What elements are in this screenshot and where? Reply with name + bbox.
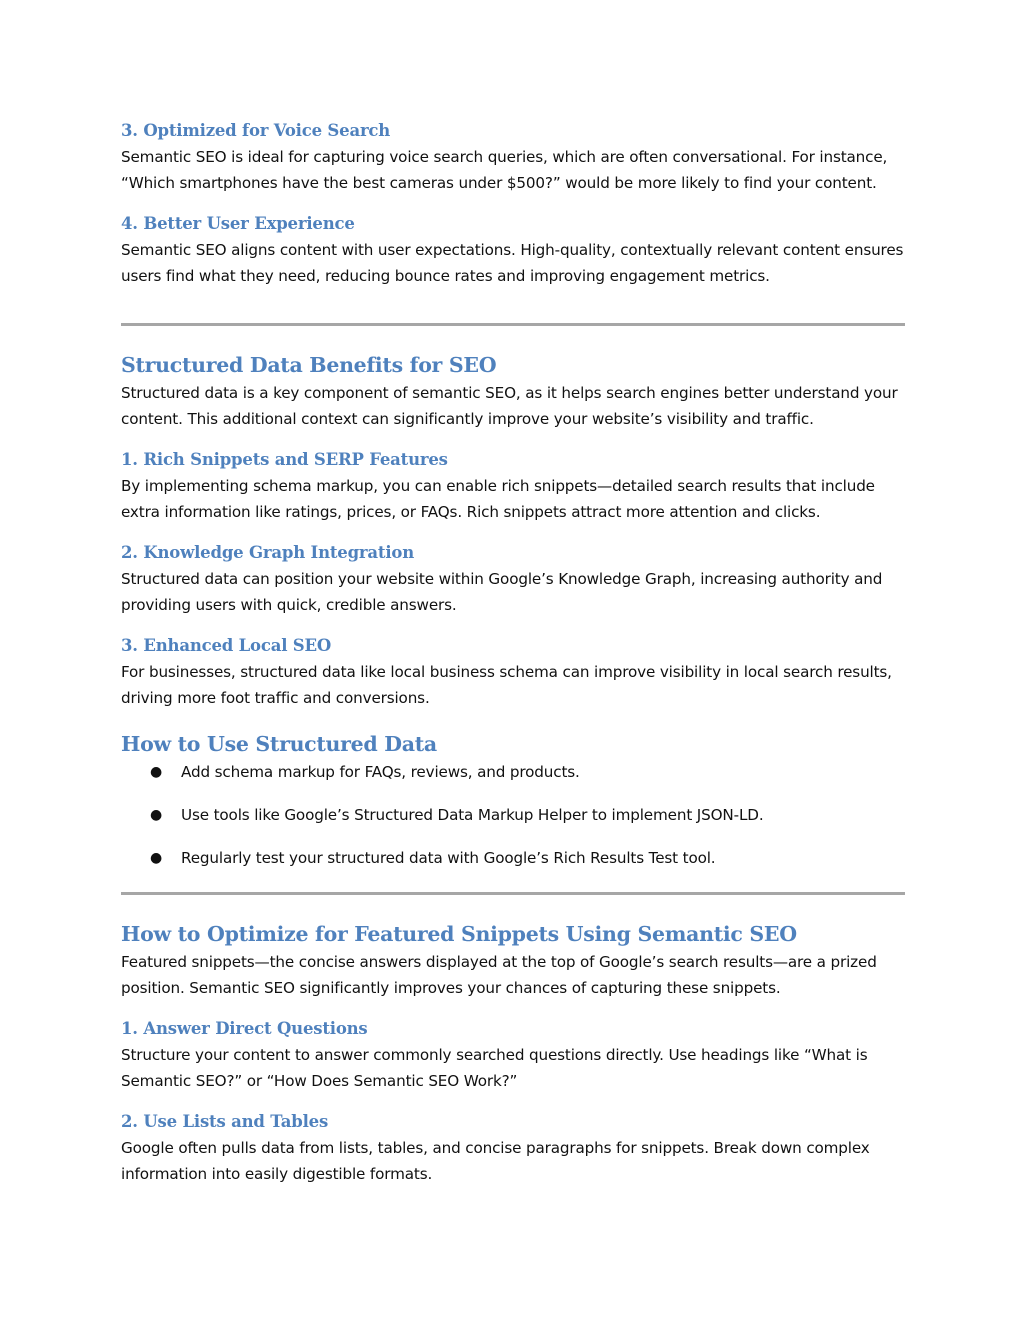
bullet-list bbox=[121, 759, 905, 871]
subsection-heading: 3. Enhanced Local SEO bbox=[121, 636, 332, 655]
horizontal-divider bbox=[121, 892, 905, 895]
list-item bbox=[121, 845, 905, 871]
subsection-heading: 4. Better User Experience bbox=[121, 214, 355, 233]
subsection-voice-search bbox=[121, 118, 905, 196]
horizontal-divider bbox=[121, 323, 905, 326]
subsection-rich-snippets bbox=[121, 447, 905, 525]
section-intro: Structured data is a key component of semantic SEO, as it helps search engines better understand your content. This additional context can significantly improve your website’s visibility and traffic. bbox=[121, 384, 898, 428]
subsection-lists-tables bbox=[121, 1109, 905, 1187]
subsection-text: Structure your content to answer commonly searched questions directly. Use headings like “What is Semantic SEO?” or “How Does Semantic SEO Work?” bbox=[121, 1046, 868, 1090]
list-item bbox=[121, 802, 905, 828]
section-intro: Featured snippets—the concise answers displayed at the top of Google’s search results—are a prized position. Semantic SEO significantly improves your chances of capturing these snippets. bbox=[121, 953, 877, 997]
subsection-heading: 1. Rich Snippets and SERP Features bbox=[121, 450, 448, 469]
list-item-text: Use tools like Google’s Structured Data Markup Helper to implement JSON-LD. bbox=[181, 806, 764, 824]
subsection-user-experience bbox=[121, 211, 905, 289]
section-title-featured-snippets: How to Optimize for Featured Snippets Using Semantic SEO bbox=[121, 922, 797, 946]
bullet-icon: ● bbox=[150, 807, 163, 823]
subsection-text: Google often pulls data from lists, tables, and concise paragraphs for snippets. Break down complex information into easily digestible formats. bbox=[121, 1139, 870, 1183]
subsection-text: By implementing schema markup, you can enable rich snippets—detailed search results that include extra information like ratings, prices, or FAQs. Rich snippets attract more attention and clicks. bbox=[121, 477, 875, 521]
subsection-text: For businesses, structured data like local business schema can improve visibility in local search results, driving more foot traffic and conversions. bbox=[121, 663, 892, 707]
subsection-knowledge-graph bbox=[121, 540, 905, 618]
section-title-structured-data-benefits: Structured Data Benefits for SEO bbox=[121, 353, 497, 377]
subsection-heading: 3. Optimized for Voice Search bbox=[121, 121, 391, 140]
subsection-text: Semantic SEO aligns content with user expectations. High-quality, contextually relevant content ensures users find what they need, reducing bounce rates and improving engagement metrics. bbox=[121, 241, 904, 285]
subsection-heading: 2. Knowledge Graph Integration bbox=[121, 543, 414, 562]
list-item-text: Regularly test your structured data with Google’s Rich Results Test tool. bbox=[181, 849, 716, 867]
subsection-text: Structured data can position your website within Google’s Knowledge Graph, increasing authority and providing users with quick, credible answers. bbox=[121, 570, 883, 614]
bullet-icon: ● bbox=[150, 850, 163, 866]
document-page bbox=[121, 118, 905, 1202]
section-title-how-to-use-structured-data: How to Use Structured Data bbox=[121, 732, 437, 756]
list-item bbox=[121, 759, 905, 785]
subsection-text: Semantic SEO is ideal for capturing voice search queries, which are often conversational. For instance, “Which smartphones have the best cameras under $500?” would be more likely to find your content. bbox=[121, 148, 888, 192]
bullet-icon: ● bbox=[150, 764, 163, 780]
subsection-local-seo bbox=[121, 633, 905, 711]
subsection-answer-questions bbox=[121, 1016, 905, 1094]
subsection-heading: 2. Use Lists and Tables bbox=[121, 1112, 329, 1131]
list-item-text: Add schema markup for FAQs, reviews, and products. bbox=[181, 763, 580, 781]
subsection-heading: 1. Answer Direct Questions bbox=[121, 1019, 368, 1038]
